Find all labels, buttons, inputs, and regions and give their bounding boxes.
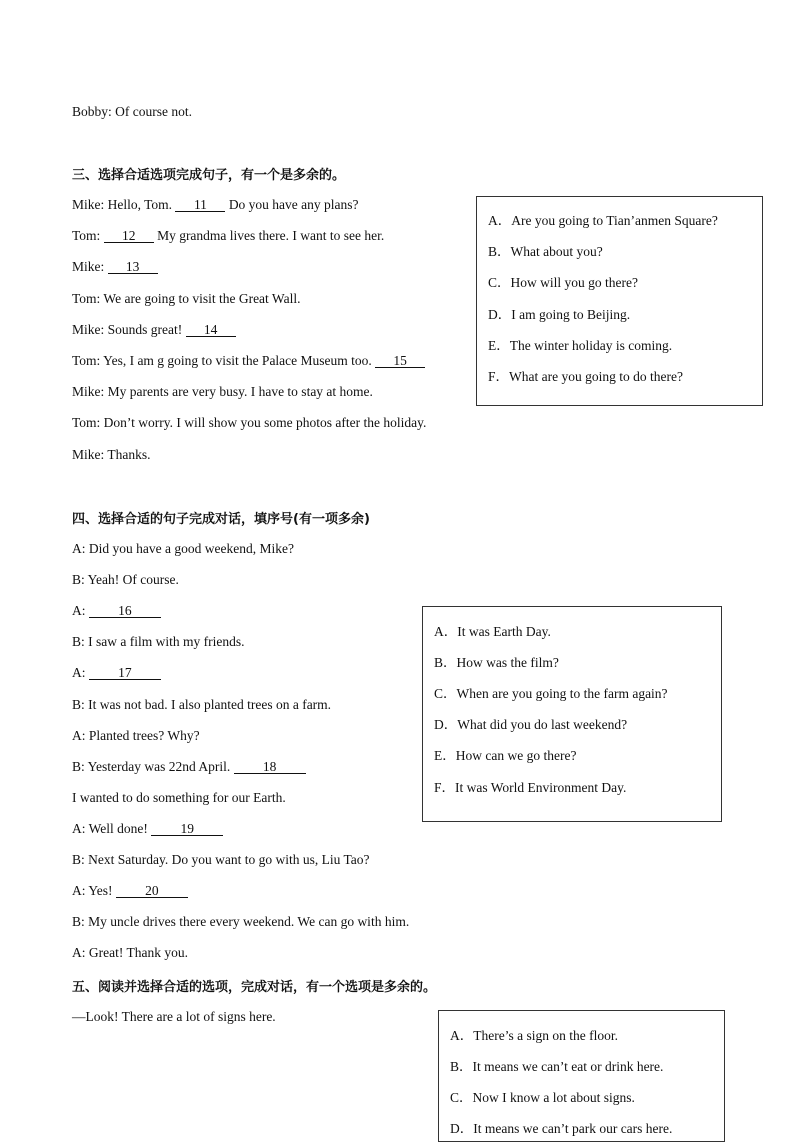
dialogue-text: Tom: (72, 228, 104, 244)
answer-blank[interactable]: 19 (151, 822, 223, 836)
option-item: D．It means we can’t park our cars here. (450, 1121, 673, 1136)
dialogue-line (72, 883, 188, 899)
dialogue-line (72, 821, 223, 837)
section-4-options-box (422, 606, 722, 822)
dialogue-line (72, 384, 373, 400)
option-item: D．What did you do last weekend? (434, 717, 628, 733)
dialogue-line (72, 415, 426, 431)
dialogue-text: Mike: Hello, Tom. (72, 197, 176, 212)
option-item: D．I am going to Beijing. (488, 306, 631, 322)
dialogue-text: B: I saw a film with my friends. (72, 634, 245, 650)
dialogue-line (72, 353, 425, 369)
answer-blank[interactable]: 12 (104, 229, 154, 243)
dialogue-text: Mike: My parents are very busy. I have to stay at home. (72, 384, 373, 400)
dialogue-line (72, 259, 158, 275)
answer-blank[interactable]: 17 (89, 666, 161, 680)
section-5-heading: 五、阅读并选择合适的选项，完成对话，有一个选项是多余的。 (72, 980, 437, 995)
dialogue-line (72, 572, 179, 588)
option-item: A．There’s a sign on the floor. (450, 1028, 618, 1043)
dialogue-text: My grandma lives there. I want to see her. (153, 228, 385, 244)
option-item: E．The winter holiday is coming. (488, 337, 673, 353)
dialogue-line (72, 322, 236, 338)
answer-blank[interactable]: 13 (108, 260, 158, 274)
dialogue-text: I wanted to do something for our Earth. (72, 789, 286, 805)
dialogue-line (72, 541, 294, 557)
dialogue-line (72, 852, 370, 868)
dialogue-text: A: Planted trees? Why? (72, 727, 200, 743)
dialogue-text: B: It was not bad. I also planted trees on a farm. (72, 696, 332, 712)
section-5-options-box (438, 1010, 725, 1142)
dialogue-text: B: Yesterday was 22nd April. (72, 758, 234, 774)
answer-blank[interactable]: 16 (89, 604, 161, 618)
intro-line: Bobby: Of course not. (72, 104, 192, 119)
dialogue-text: Mike: Thanks. (72, 446, 151, 462)
dialogue-text: A: Well done! (72, 820, 152, 836)
dialogue-line (72, 759, 306, 775)
option-item: E．How can we go there? (434, 748, 577, 764)
answer-blank[interactable]: 18 (234, 760, 306, 774)
dialogue-text: A: (72, 665, 89, 681)
dialogue-text: Tom: Don’t worry. I will show you some photos after the holiday. (72, 415, 427, 431)
dialogue-line (72, 728, 200, 744)
dialogue-line (72, 197, 359, 213)
dialogue-line (72, 697, 331, 713)
dialogue-line (72, 291, 300, 307)
section-3-heading: 三、选择合适选项完成句子，有一个是多余的。 (72, 168, 346, 183)
dialogue-text: Mike: Sounds great! (72, 321, 186, 337)
dialogue-text: B: Yeah! Of course. (72, 572, 179, 588)
dialogue-line (72, 447, 151, 463)
option-item: B．How was the film? (434, 655, 559, 671)
answer-blank[interactable]: 20 (116, 884, 188, 898)
dialogue-text: —Look! There are a lot of signs here. (72, 1009, 276, 1024)
dialogue-text: A: Great! Thank you. (72, 945, 188, 961)
dialogue-text: Tom: Yes, I am g going to visit the Palace Museum too. (72, 353, 376, 368)
option-item: C．How will you go there? (488, 275, 638, 291)
option-item: A．Are you going to Tian’anmen Square? (488, 213, 718, 228)
dialogue-text: Mike: (72, 259, 108, 275)
option-item: A．It was Earth Day. (434, 624, 551, 639)
dialogue-line (72, 914, 409, 930)
dialogue-text: A: (72, 603, 89, 619)
dialogue-text: Do you have any plans? (225, 197, 359, 212)
section-4-heading: 四、选择合适的句子完成对话，填序号(有一项多余) (72, 512, 370, 527)
answer-blank[interactable]: 15 (375, 354, 425, 368)
option-item: B．What about you? (488, 244, 603, 260)
dialogue-line (72, 1009, 276, 1025)
option-item: B．It means we can’t eat or drink here. (450, 1059, 664, 1074)
dialogue-text: A: Yes! (72, 883, 116, 899)
section-3-options-box (476, 196, 763, 406)
dialogue-line (72, 634, 244, 650)
option-item: C．When are you going to the farm again? (434, 686, 668, 702)
dialogue-text: Tom: We are going to visit the Great Wall. (72, 290, 301, 306)
dialogue-text: A: Did you have a good weekend, Mike? (72, 541, 294, 556)
dialogue-line (72, 603, 161, 619)
dialogue-line (72, 790, 286, 806)
option-item: F．What are you going to do there? (488, 369, 683, 384)
dialogue-line (72, 665, 161, 681)
dialogue-line (72, 945, 188, 961)
answer-blank[interactable]: 14 (186, 323, 236, 337)
dialogue-text: B: Next Saturday. Do you want to go with us, Liu Tao? (72, 852, 370, 867)
dialogue-line (72, 228, 384, 244)
dialogue-text: B: My uncle drives there every weekend. We can go with him. (72, 914, 410, 930)
option-item: F．It was World Environment Day. (434, 779, 627, 795)
answer-blank[interactable]: 11 (175, 198, 225, 212)
option-item: C．Now I know a lot about signs. (450, 1090, 635, 1105)
